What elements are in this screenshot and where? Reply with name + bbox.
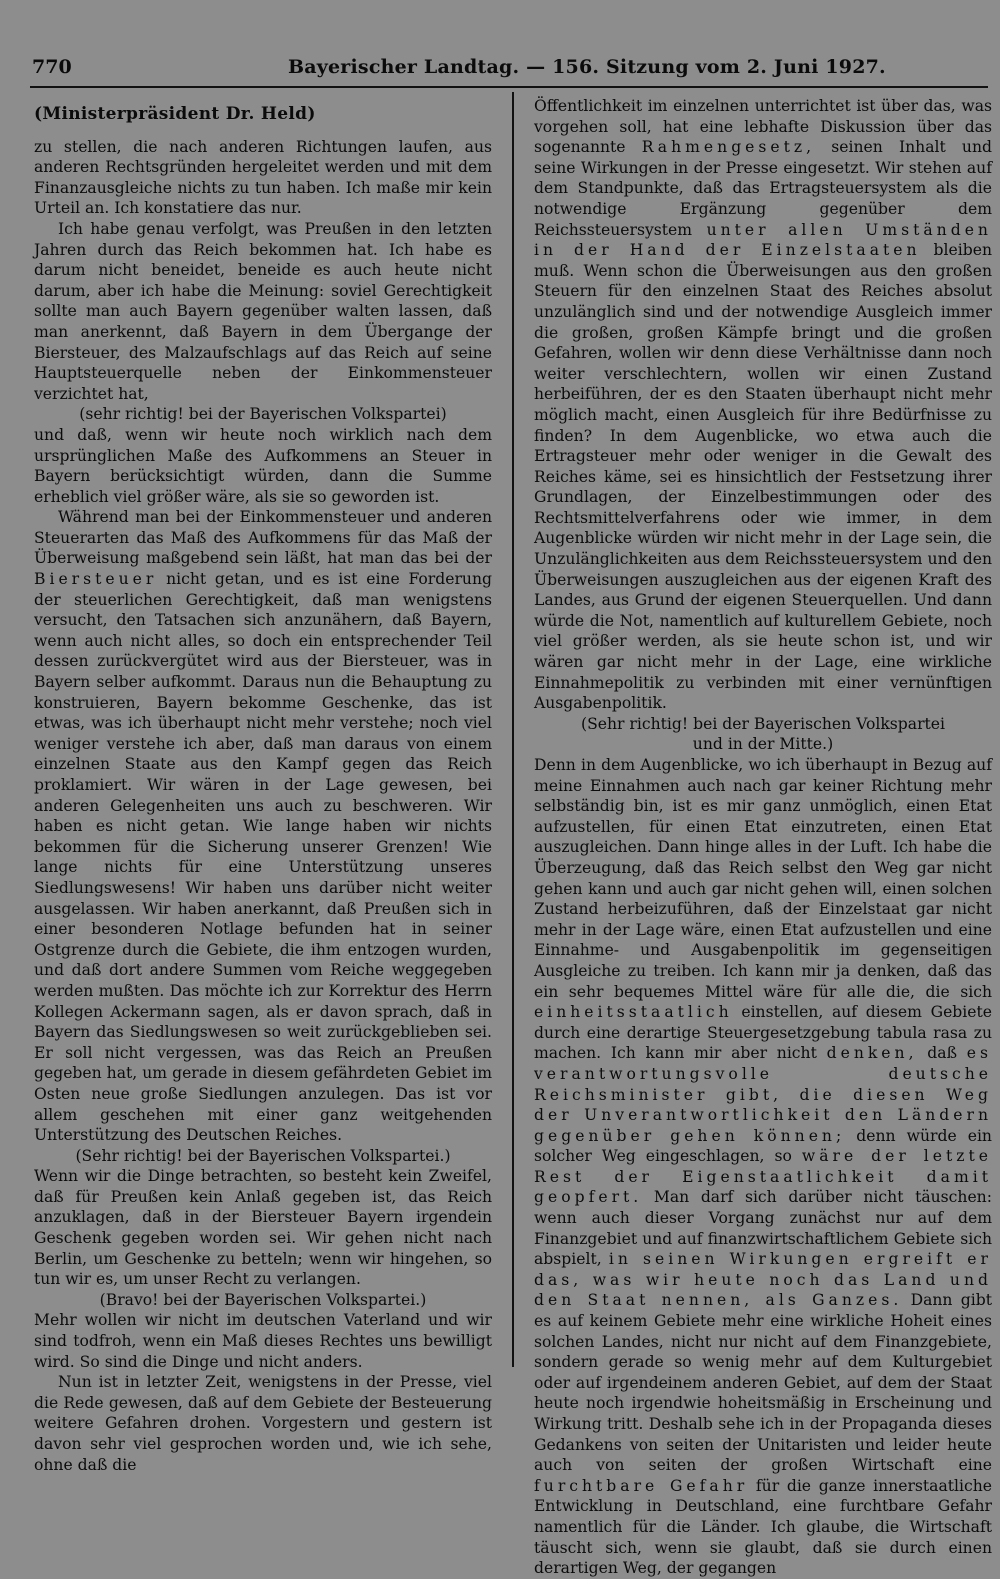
- spaced-emphasis: es verantwortungsvolle deutsche Reichsminister gibt, die diesen Weg der Unverantwortlichkeit den Ländern gegenüber gehen können;: [534, 1044, 992, 1145]
- page-header: [30, 52, 970, 80]
- paragraph: zu stellen, die nach anderen Richtungen laufen, aus anderen Rechtsgründen hergeleitet werden und mit dem Finanzausgleiche nichts zu tun haben. Ich maße mir kein Urteil an. Ich konstatiere das nur.: [34, 137, 492, 218]
- spaced-emphasis: unter allen Umständen in der Hand der Einzelstaaten: [534, 220, 992, 260]
- spaced-emphasis: Rahmengesetz,: [641, 138, 816, 157]
- text-run: daß: [927, 1044, 957, 1063]
- spaced-emphasis: Biersteuer: [34, 570, 158, 589]
- text-run: denn würde ein solcher Weg eingeschlagen, so: [534, 1126, 992, 1166]
- text-run: Öffentlichkeit im einzelnen unterrichtet ist über das, was vorgehen soll, hat eine lebhafte Diskussion über das sogenannte: [534, 97, 992, 157]
- header-rule: [30, 86, 988, 88]
- paragraph: Nun ist in letzter Zeit, wenigstens in der Presse, viel die Rede gewesen, daß auf dem Gebiete der Besteuerung weitere Gefahren drohen. Vorgestern und gestern ist davon sehr viel gesprochen worden und, wie ich sehe, ohne daß die: [34, 1373, 492, 1474]
- interjection: (Sehr richtig! bei der Bayerischen Volkspartei: [580, 714, 946, 733]
- paragraph: [34, 507, 492, 1145]
- text-run: seinen Inhalt und seine Wirkungen in der Presse eingesetzt. Wir stehen auf dem Standpunkte, daß das Ertragsteuersystem als die notwendige Ergänzung gegenüber dem Reichssteuersystem: [534, 138, 992, 239]
- page-number: 770: [32, 56, 72, 78]
- interjection: und in der Mitte.): [692, 735, 834, 754]
- text-run: nicht getan, und es ist eine Forderung der steuerlichen Gerechtigkeit, daß man wenigstens versucht, den Tatsachen sich anzunähern, daß Bayern, wenn auch nicht alles, so doch ein entsprechender Teil dessen zurückvergütet wird aus der Biersteuer, was in Bayern selber aufkommt. Daraus nun die Behauptung zu konstruieren, Bayern bekomme Geschenke, das ist etwas, was ich überhaupt nicht mehr verstehe; noch viel weniger verstehe ich aber, daß man daraus von einem einzelnen Staate aus den Kampf gegen das Reich proklamiert. Wir wären in der Lage gewesen, bei anderen Gelegenheiten uns auch zu beschweren. Wir haben es nicht getan. Wie lange haben wir nichts bekommen für die Sicherung unserer Grenzen! Wie lange nichts für eine Unterstützung unseres Siedlungswesens! Wir haben uns darüber nicht weiter ausgelassen. Wir haben anerkannt, daß Preußen sich in einer besonderen Notlage befunden hat in seiner Ostgrenze durch die Gebiete, die ihm entzogen wurden, und daß dort andere Summen vom Reiche weggegeben werden mußten. Das möchte ich zur Korrektur des Herrn Kollegen Ackermann sagen, als er davon sprach, daß in Bayern das Siedlungswesen so weit zurückgeblieben sei. Er soll nicht vergessen, was das Reich an Preußen gegeben hat, um gerade in diesem gefährdeten Gebiet im Osten neue große Siedlungen anzulegen. Das ist vor allem geschehen mit einer ganz weitgehenden Unterstützung des Deutschen Reiches.: [34, 570, 492, 1145]
- text-run: Während man bei der Einkommensteuer und anderen Steuerarten das Maß des Aufkommens für das Maß der Überweisung maßgebend sein läßt, hat man das bei der: [34, 508, 492, 568]
- interjection: (Bravo! bei der Bayerischen Volkspartei.): [99, 1290, 427, 1309]
- paragraph: Ich habe genau verfolgt, was Preußen in den letzten Jahren durch das Reich bekommen hat. Ich habe es darum nicht beneidet, beneide es auch heute nicht darum, aber ich habe die Meinung: soviel Gerechtigkeit sollte man auch Bayern gegenüber walten lassen, daß man anerkennt, daß Bayern in dem Übergange der Biersteuer, des Malzaufschlags auf das Reich auf seine Hauptsteuerquelle neben der Einkommensteuer verzichtet hat,: [34, 219, 492, 403]
- text-run: Dann gibt es auf keinem Gebiete mehr eine wirkliche Hoheit eines solchen Landes, nicht nur nicht auf dem Finanzgebiete, sondern gerade so wenig mehr auf dem Kulturgebiet oder auf irgendeinem anderen Gebiet, auf dem der Staat heute noch irgendwie hoheitsmäßig in Erscheinung und Wirkung tritt. Deshalb sehe ich in der Propaganda dieses Gedankens von seiten der Unitaristen und leider heute auch von seiten der großen Wirtschaft eine: [534, 1291, 992, 1475]
- interjection: (Sehr richtig! bei der Bayerischen Volkspartei.): [75, 1146, 451, 1165]
- spaced-emphasis: einheitsstaatlich: [534, 1003, 733, 1022]
- paragraph: [534, 755, 992, 1579]
- text-run: für die ganze innerstaatliche Entwicklung in Deutschland, eine furchtbare Gefahr namentlich für die Länder. Ich glaube, die Wirtschaft täuscht sich, wenn sie glaubt, daß sie durch einen derartigen Weg, der gegangen: [534, 1476, 993, 1578]
- speaker-label: (Ministerpräsident Dr. Held): [34, 104, 316, 124]
- column-divider: [512, 92, 514, 1367]
- running-title: Bayerischer Landtag. — 156. Sitzung vom 2. Juni 1927.: [288, 56, 886, 78]
- left-column: [34, 100, 492, 1475]
- right-column: [534, 96, 992, 1579]
- spaced-emphasis: wäre der letzte Rest der Eigenstaatlichkeit damit geopfert.: [534, 1147, 992, 1207]
- paragraph: und daß, wenn wir heute noch wirklich nach dem ursprünglichen Maße des Aufkommens an Steuer in Bayern berücksichtigt würden, dann die Summe erheblich viel größer wäre, als sie so geworden ist.: [34, 425, 492, 506]
- paragraph: Mehr wollen wir nicht im deutschen Vaterland und wir sind todfroh, wenn ein Maß dieses Rechtes uns bewilligt wird. So sind die Dinge und nicht anders.: [34, 1311, 492, 1371]
- spaced-emphasis: furchtbare Gefahr: [534, 1476, 749, 1495]
- spaced-emphasis: denken,: [826, 1044, 918, 1063]
- text-run: Man darf sich darüber nicht täuschen: wenn auch dieser Vorgang zunächst nur auf dem Finanzgebiet und auf finanzwirtschaftlichem Gebiete sich abspielt,: [534, 1188, 992, 1269]
- paragraph: Wenn wir die Dinge betrachten, so besteht kein Zweifel, daß für Preußen kein Anlaß gegeben ist, das Reich anzuklagen, daß in der Biersteuer Bayern irgendein Geschenk gegeben worden sei. Wir gehen nicht nach Berlin, um Geschenke zu betteln; wenn wir hingehen, so tun wir es, um unser Recht zu verlangen.: [34, 1167, 492, 1289]
- interjection: (sehr richtig! bei der Bayerischen Volkspartei): [79, 405, 447, 424]
- paragraph: [534, 96, 992, 714]
- text-run: Denn in dem Augenblicke, wo ich überhaupt in Bezug auf meine Einnahmen auch nach gar keiner Richtung mehr selbständig bin, ist es mir ganz unmöglich, einen Etat aufzustellen, für einen Etat einzutreten, einen Etat auszugleichen. Dann hinge alles in der Luft. Ich habe die Überzeugung, daß das Reich selbst den Weg gar nicht gehen kann und auch gar nicht gehen will, einen solchen Zustand herbeizuführen, daß der Einzelstaat gar nicht mehr in der Lage wäre, einen Etat aufzustellen und eine Einnahme- und Ausgabenpolitik im gegenseitigen Ausgleiche zu treiben. Ich kann mir ja denken, daß das ein sehr bequemes Mittel wäre für alle die, die sich: [534, 756, 992, 1001]
- text-run: bleiben muß. Wenn schon die Überweisungen aus den großen Steuern für den einzelnen Staat des Reiches absolut unzulänglich sind und der notwendige Ausgleich immer die großen, großen Kämpfe bringt und die großen Gefahren, wollen wir denn diese Verhältnisse dann noch weiter verschlechtern, wollen wir einen Zustand herbeiführen, der es den Staaten überhaupt nicht mehr möglich macht, einen Ausgleich für ihre Bedürfnisse zu finden? In dem Augenblicke, wo etwa auch die Ertragsteuer mehr oder weniger in die Gewalt des Reiches käme, sei es hinsichtlich der Festsetzung ihrer Grundlagen, der Einzelbestimmungen oder des Rechtsmittelverfahrens oder wie immer, in dem Augenblicke würden wir nicht mehr in der Lage sein, die Unzulänglichkeiten aus dem Reichssteuersystem und den Überweisungen auszugleichen aus der eigenen Kraft des Landes, aus Grund der eigenen Steuerquellen. Und dann würde die Not, namentlich auf kulturellem Gebiete, noch viel größer werden, als sie heute schon ist, und wir wären gar nicht mehr in der Lage, eine wirkliche Einnahmepolitik zu verbinden mit einer vernünftigen Ausgabenpolitik.: [534, 241, 992, 713]
- text-run: einstellen, auf diesem Gebiete durch eine derartige Steuergesetzgebung tabula rasa zu machen. Ich kann mir aber nicht: [534, 1003, 992, 1063]
- spaced-emphasis: in seinen Wirkungen ergreift er das, was wir heute noch das Land und den Staat nennen, als Ganzes.: [534, 1250, 992, 1310]
